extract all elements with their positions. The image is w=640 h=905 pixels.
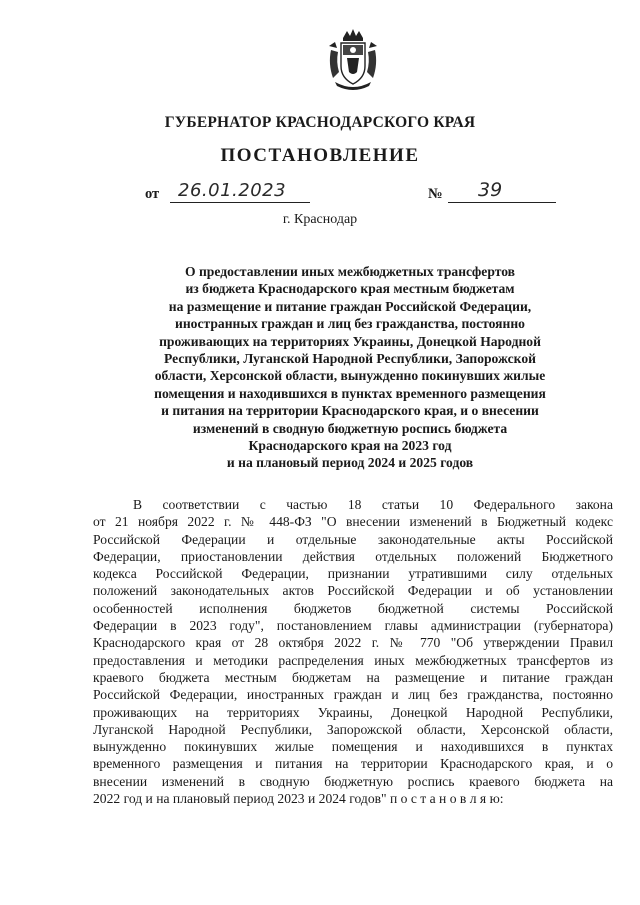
- body-line: от 21 ноября 2022 г. № 448-ФЗ "О внесении изменений в Бюджетный кодекс: [93, 514, 613, 530]
- body-line: Федерации, приостановлении действия отдельных положений Бюджетного: [93, 548, 613, 564]
- date-prefix: от: [145, 186, 160, 202]
- body-line: Краснодарского края от 28 октября 2022 г. № 770 "Об утверждении Правил: [93, 635, 613, 651]
- title-line: изменений в сводную бюджетную роспись бюджета: [192, 420, 508, 436]
- title-line: помещения и находившихся в пунктах временного размещения: [154, 385, 546, 401]
- body-line: вынужденно покинувших жилые помещения и находившихся в пунктах: [93, 739, 613, 755]
- body-paragraph: [93, 496, 613, 807]
- body-line: В соответствии с частью 18 статьи 10 Федерального закона: [133, 497, 613, 512]
- title-line: и на плановый период 2024 и 2025 годов: [226, 455, 474, 471]
- document-type: ПОСТАНОВЛЕНИЕ: [220, 145, 420, 166]
- issuing-authority: ГУБЕРНАТОР КРАСНОДАРСКОГО КРАЯ: [164, 114, 476, 131]
- body-line: проживающих на территориях Украины, Донецкой Народной Республики,: [93, 704, 613, 720]
- document-title: [130, 263, 570, 472]
- body-line: внесении изменений в сводную бюджетную роспись краевого бюджета на: [93, 773, 613, 789]
- title-line: области, Херсонской области, вынужденно покинувших жилые: [154, 368, 546, 384]
- number-prefix: №: [428, 186, 443, 202]
- title-line: из бюджета Краснодарского края местным бюджетам: [185, 281, 515, 297]
- date-value: 26.01.2023: [178, 180, 287, 201]
- number-underline: [448, 202, 556, 203]
- body-line: Луганской Народной Республики, Запорожской области, Херсонской области,: [93, 721, 613, 737]
- title-line: проживающих на территориях Украины, Донецкой Народной: [159, 333, 541, 349]
- body-line: положений законодательных актов Российской Федерации и об установлении: [93, 583, 613, 599]
- title-line: Республики, Луганской Народной Республики, Запорожской: [164, 351, 536, 367]
- body-line: временного размещения и питания на территории Краснодарского края, и о: [93, 756, 613, 772]
- date-number-row: [0, 180, 640, 206]
- body-line: Российской Федерации и отдельные законодательные акты Российской: [93, 531, 613, 547]
- title-line: иностранных граждан и лиц без гражданства, постоянно: [175, 316, 525, 332]
- title-line: О предоставлении иных межбюджетных трансфертов: [184, 264, 516, 279]
- coat-of-arms-icon: [325, 28, 381, 92]
- body-line: особенностей исполнения бюджетов бюджетной системы Российской: [93, 600, 613, 616]
- body-line: Российской Федерации, иностранных граждан и лиц без гражданства, постоянно: [93, 687, 613, 703]
- body-line: 2022 год и на плановый период 2023 и 2024 годов" п о с т а н о в л я ю:: [93, 791, 504, 807]
- title-line: на размещение и питание граждан Российской Федерации,: [168, 298, 532, 314]
- body-line: кодекса Российской Федерации, признании утратившими силу отдельных: [93, 566, 613, 582]
- number-value: 39: [478, 179, 503, 201]
- title-line: и питания на территории Краснодарского края, и о внесении: [161, 403, 539, 419]
- city: г. Краснодар: [282, 212, 358, 227]
- body-line: краевого бюджета местным бюджетам на размещение и питание граждан: [93, 669, 613, 685]
- date-underline: [170, 202, 310, 203]
- title-line: Краснодарского края на 2023 год: [248, 438, 452, 454]
- body-line: предоставления и методики распределения иных межбюджетных трансфертов из: [93, 652, 613, 668]
- body-line: Федерации в 2023 году", постановлением главы администрации (губернатора): [93, 618, 613, 634]
